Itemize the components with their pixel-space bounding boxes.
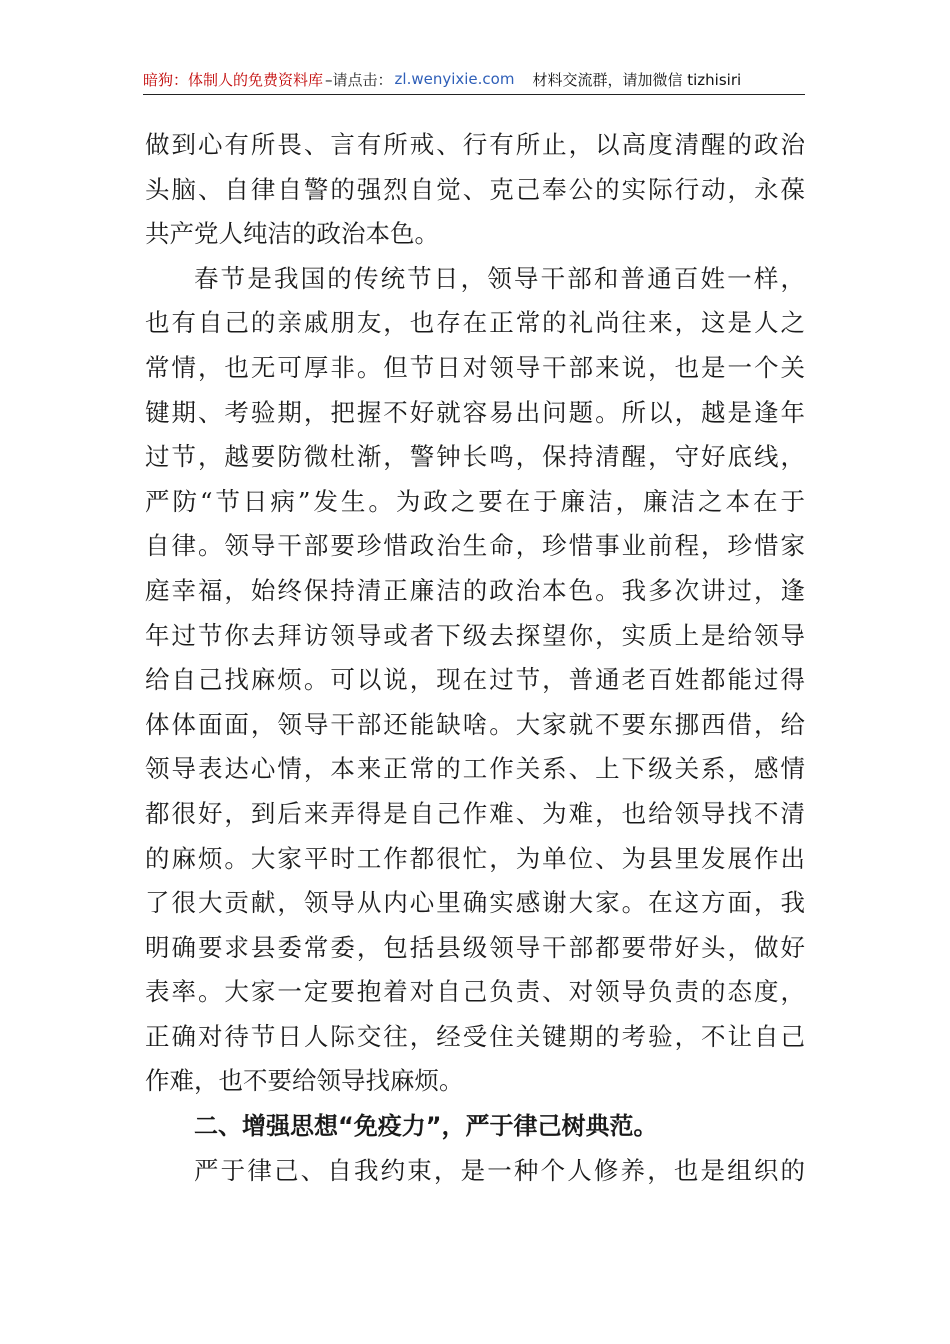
text-line: 自律。领导干部要珍惜政治生命，珍惜事业前程，珍惜家: [145, 531, 805, 561]
document-body: [145, 123, 805, 1193]
text-line: 严于律己、自我约束，是一种个人修养，也是组织的: [194, 1155, 805, 1185]
text-line: 共产党人纯洁的政治本色。: [145, 219, 439, 249]
page-header: [143, 64, 805, 94]
text-line: 作难，也不要给领导找麻烦。: [145, 1066, 464, 1096]
text-line: 领导表达心情，本来正常的工作关系、上下级关系，感情: [145, 754, 805, 784]
text-line: 明确要求县委常委，包括县级领导干部都要带好头，做好: [145, 932, 805, 962]
text-line: 也有自己的亲戚朋友，也存在正常的礼尚往来，这是人之: [145, 308, 805, 338]
header-brand: 暗狗：体制人的免费资料库: [143, 70, 324, 89]
text-line: 严防“节日病”发生。为政之要在于廉洁，廉洁之本在于: [145, 486, 805, 516]
text-line: 的麻烦。大家平时工作都很忙，为单位、为县里发展作出: [145, 843, 805, 873]
header-group-note: 材料交流群，请加微信 tizhisiri: [532, 70, 742, 89]
header-prompt: –请点击：: [325, 70, 393, 89]
text-line: 正确对待节日人际交往，经受住关键期的考验，不让自己: [145, 1021, 805, 1051]
text-line: 了很大贡献，领导从内心里确实感谢大家。在这方面，我: [145, 888, 805, 918]
text-line: 过节，越要防微杜渐，警钟长鸣，保持清醒，守好底线，: [145, 442, 805, 472]
text-line: 年过节你去拜访领导或者下级去探望你，实质上是给领导: [145, 620, 805, 650]
text-line: 体体面面，领导干部还能缺啥。大家就不要东挪西借，给: [145, 709, 805, 739]
text-line: 表率。大家一定要抱着对自己负责、对领导负责的态度，: [145, 977, 805, 1007]
text-line: 庭幸福，始终保持清正廉洁的政治本色。我多次讲过，逢: [145, 575, 805, 605]
text-line: 常情，也无可厚非。但节日对领导干部来说，也是一个关: [145, 352, 805, 382]
header-link[interactable]: zl.wenyixie.com: [394, 70, 515, 88]
text-line: 做到心有所畏、言有所戒、行有所止，以高度清醒的政治: [145, 130, 805, 159]
section-heading: 二、增强思想“免疫力”，严于律己树典范。: [194, 1112, 658, 1141]
text-line: 给自己找麻烦。可以说，现在过节，普通老百姓都能过得: [145, 665, 805, 695]
header-divider: [143, 94, 805, 95]
text-line: 都很好，到后来弄得是自己作难、为难，也给领导找不清: [145, 798, 805, 828]
text-line: 头脑、自律自警的强烈自觉、克己奉公的实际行动，永葆: [145, 174, 805, 204]
text-line: 春节是我国的传统节日，领导干部和普通百姓一样，: [194, 263, 805, 293]
text-line: 键期、考验期，把握不好就容易出问题。所以，越是逢年: [145, 397, 805, 427]
